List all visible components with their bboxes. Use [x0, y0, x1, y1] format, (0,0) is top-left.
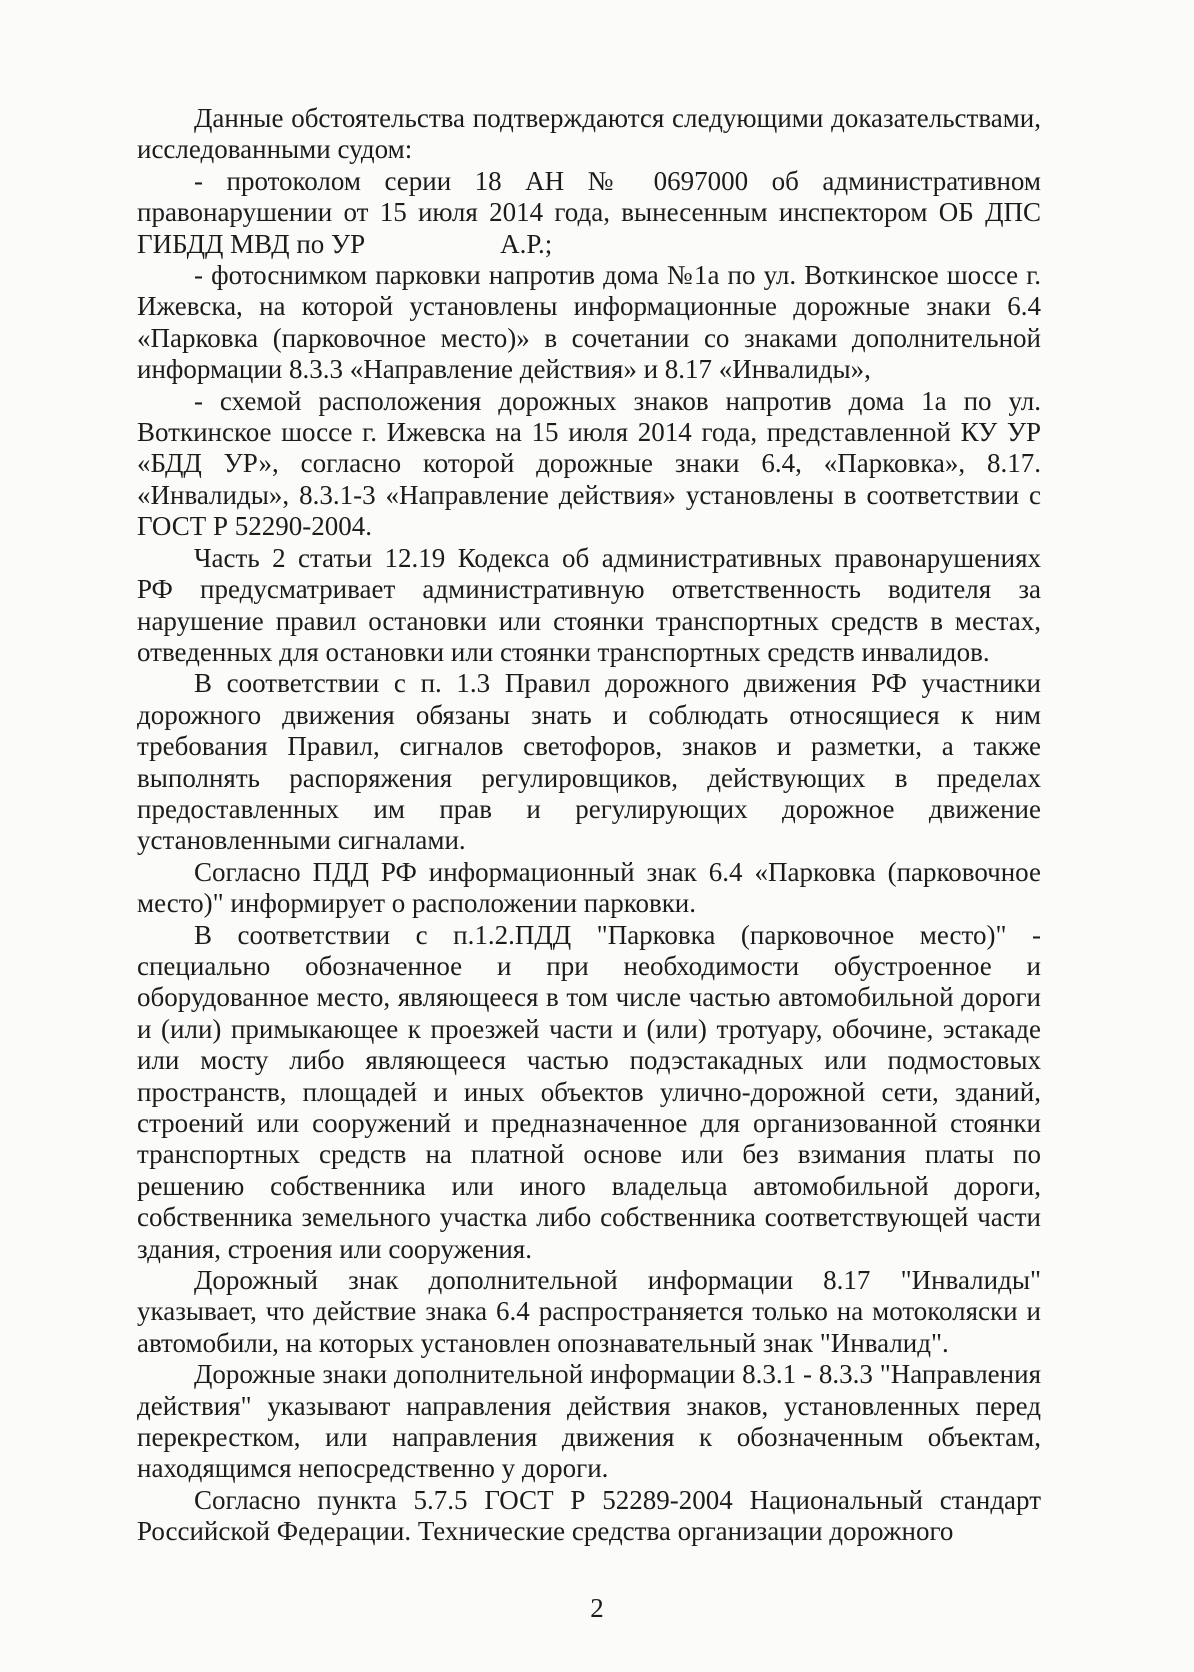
document-body: [137, 103, 1048, 1548]
paragraph-article-12-19: Часть 2 статьи 12.19 Кодекса об административных правонарушениях РФ предусматривает административную ответственность водителя за нарушение правил остановки или стоянки транспортных средств в местах, отведенных для остановки или стоянки транспортных средств инвалидов.: [137, 542, 1041, 667]
paragraph-gost: Согласно пункта 5.7.5 ГОСТ Р 52289-2004 Национальный стандарт Российской Федерации. Технические средства организации дорожного: [137, 1484, 1041, 1547]
paragraph-sign-8-17: Дорожный знак дополнительной информации 8.17 "Инвалиды" указывает, что действие знака 6.4 распространяется только на мотоколяски и автомобили, на которых установлен опознавательный знак "Инвалид".: [137, 1265, 1041, 1358]
paragraph-rule-1-3: В соответствии с п. 1.3 Правил дорожного движения РФ участники дорожного движения обязаны знать и соблюдать относящиеся к ним требования Правил, сигналов светофоров, знаков и разметки, а также выполнять распоряжения регулировщиков, действующих в пределах предоставленных им прав и регулирующих дорожное движение установленными сигналами.: [137, 668, 1041, 856]
paragraph-photo: - фотоснимком парковки напротив дома №1а по ул. Воткинское шоссе г. Ижевска, на которой установлены информационные дорожные знаки 6.4 «Парковка (парковочное место)» в сочетании со знаками дополнительной информации 8.3.3 «Направление действия» и 8.17 «Инвалиды»,: [137, 260, 1041, 385]
paragraph-sign-6-4: Согласно ПДД РФ информационный знак 6.4 «Парковка (парковочное место)" информирует о расположении парковки.: [137, 856, 1041, 919]
paragraph-evidence-intro: Данные обстоятельства подтверждаются следующими доказательствами, исследованными судом:: [137, 103, 1041, 165]
paragraph-scheme: - схемой расположения дорожных знаков напротив дома 1а по ул. Воткинское шоссе г. Ижевска на 15 июля 2014 года, представленной КУ УР «БДД УР», согласно которой дорожные знаки 6.4, «Парковка», 8.17. «Инвалиды», 8.3.1-3 «Направление действия» установлены в соответствии с ГОСТ Р 52290-2004.: [137, 385, 1041, 542]
page-number: 2: [590, 1593, 604, 1623]
paragraph-parking-definition: В соответствии с п.1.2.ПДД "Парковка (парковочное место)" - специально обозначенное и при необходимости обустроенное и оборудованное место, являющееся в том числе частью автомобильной дороги и (или) примыкающее к проезжей части и (или) тротуару, обочине, эстакаде или мосту либо являющееся частью подэстакадных или подмостовых пространств, площадей и иных объектов улично-дорожной сети, зданий, строений или сооружений и предназначенное для организованной стоянки транспортных средств на платной основе или без взимания платы по решению собственника или иного владельца автомобильной дороги, собственника земельного участка либо собственника соответствующей части здания, строения или сооружения.: [137, 919, 1041, 1264]
paragraph-signs-8-3: Дорожные знаки дополнительной информации 8.3.1 - 8.3.3 "Направления действия" указывают направления действия знаков, установленных перед перекрестком, или направления движения к обозначенным объектам, находящимся непосредственно у дороги.: [137, 1359, 1041, 1484]
paragraph-protocol: - протоколом серии 18 АН № 0697000 об административном правонарушении от 15 июля 2014 года, вынесенным инспектором ОБ ДПС ГИБДД МВД по УР А.Р.;: [137, 165, 1048, 259]
